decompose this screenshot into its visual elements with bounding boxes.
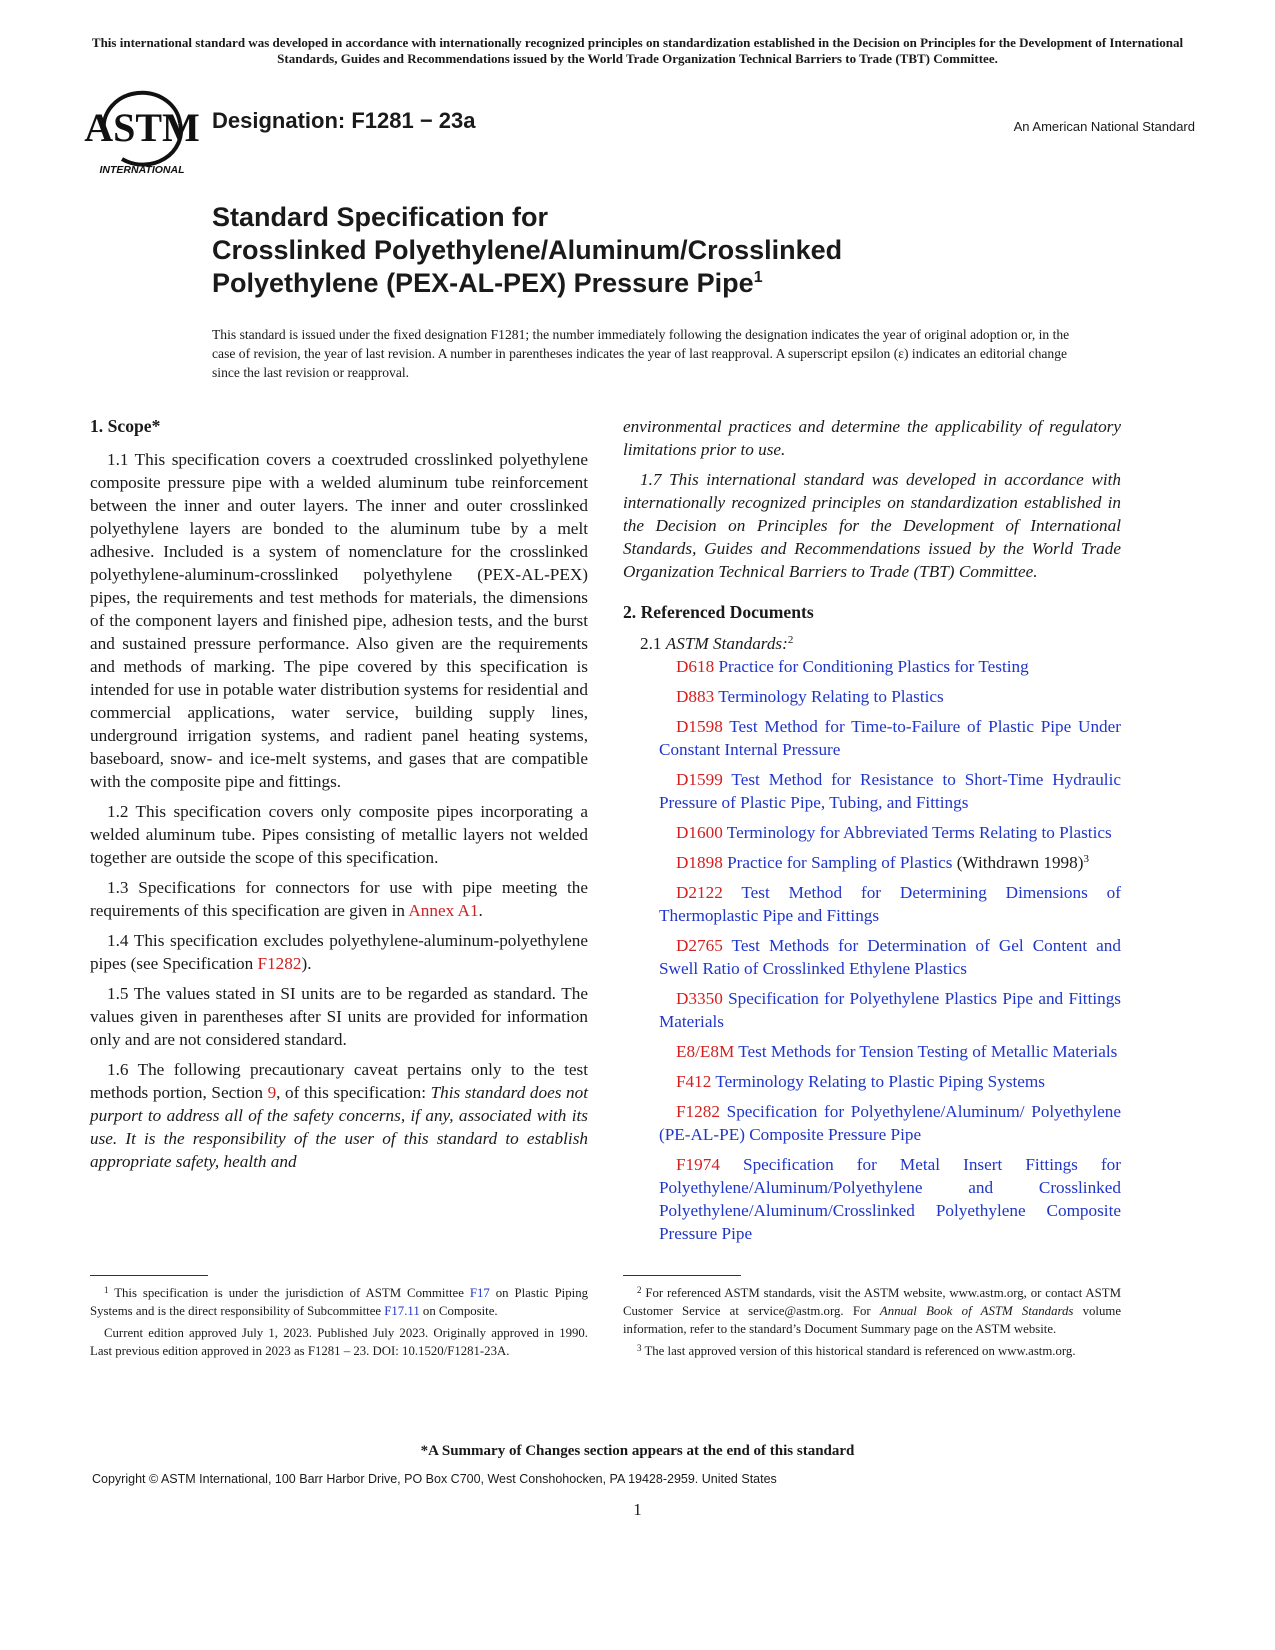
section-9-link[interactable]: 9 xyxy=(267,1083,277,1102)
reference-code-link[interactable]: D1898 xyxy=(676,853,723,872)
document-title xyxy=(212,201,1112,300)
top-notice: This international standard was developed in accordance with internationally recognized principles on standardization established in the Decision on Principles for the Development of International Standards, Guides and Recommendations issued by the World Trade Organization Technical Barriers to Trade (TBT) Committee. xyxy=(91,35,1184,66)
reference-title-link[interactable]: Terminology Relating to Plastic Piping Systems xyxy=(711,1072,1045,1091)
reference-item xyxy=(623,715,1121,761)
logo-subtext: INTERNATIONAL xyxy=(99,164,185,176)
page-number: 1 xyxy=(633,1500,642,1519)
reference-code-link[interactable]: F1282 xyxy=(676,1102,720,1121)
logo-wordmark: ASTM xyxy=(84,105,200,150)
footnotes-right xyxy=(623,1284,1121,1364)
reference-title-link[interactable]: Specification for Polyethylene Plastics Pipe and Fittings Materials xyxy=(659,989,1121,1031)
title-line-1: Standard Specification for xyxy=(212,202,549,232)
reference-list xyxy=(623,655,1121,1245)
reference-code-link[interactable]: D3350 xyxy=(676,989,723,1008)
reference-title-link[interactable]: Test Method for Resistance to Short-Time Hydraulic Pressure of Plastic Pipe, Tubing, and Fittings xyxy=(659,770,1121,812)
copyright: Copyright © ASTM International, 100 Barr Harbor Drive, PO Box C700, West Conshohocken, PA 19428-2959. United States xyxy=(92,1472,777,1486)
issued-statement: This standard is issued under the fixed designation F1281; the number immediately following the designation indicates the year of original adoption or, in the case of revision, the year of last revision. A number in parentheses indicates the year of last reapproval. A superscript epsilon (ε) indicates an editorial change since the last revision or reapproval. xyxy=(212,327,1070,380)
reference-title-link[interactable]: Test Methods for Determination of Gel Content and Swell Ratio of Crosslinked Ethylene Plastics xyxy=(659,936,1121,978)
reference-code-link[interactable]: D2765 xyxy=(676,936,723,955)
para-1-6-continued xyxy=(623,415,1121,461)
footnote-rule-right xyxy=(623,1275,741,1276)
f17-link[interactable]: F17 xyxy=(469,1286,490,1300)
reference-item xyxy=(623,987,1121,1033)
reference-code-link[interactable]: E8/E8M xyxy=(676,1042,735,1061)
right-column xyxy=(623,415,1121,1252)
national-standard-label: An American National Standard xyxy=(1013,119,1195,134)
reference-title-link[interactable]: Test Method for Time-to-Failure of Plastic Pipe Under Constant Internal Pressure xyxy=(659,717,1121,759)
reference-code-link[interactable]: D1598 xyxy=(676,717,723,736)
para-1-7: 1.7 This international standard was developed in accordance with internationally recognized principles on standardization established in the Decision on Principles for the Development of International Standards, Guides and Recommendations issued by the World Trade Organization Technical Barriers to Trade (TBT) Committee. xyxy=(623,470,1121,581)
reference-code-link[interactable]: D1599 xyxy=(676,770,723,789)
footnote-1: $^1$ This specification is under the jurisdiction of ASTM Committee F17 on Plastic Piping Systems and is the direct responsibility of Subcommittee F17.11 on Composite. xyxy=(90,1285,588,1318)
annex-a1-link[interactable]: Annex A1 xyxy=(408,901,479,920)
reference-title-link[interactable]: Terminology Relating to Plastics xyxy=(714,687,944,706)
reference-note: (Withdrawn 1998) xyxy=(952,853,1084,872)
reference-item xyxy=(623,1070,1121,1093)
reference-item xyxy=(623,1100,1121,1146)
reference-item xyxy=(623,1153,1121,1245)
para-1-3: 1.3 Specifications for connectors for use with pipe meeting the requirements of this specification are given in Annex A1. xyxy=(90,878,588,920)
reference-item xyxy=(623,768,1121,814)
reference-item xyxy=(623,821,1121,844)
f1282-link[interactable]: F1282 xyxy=(257,954,302,973)
reference-item xyxy=(623,881,1121,927)
astm-logo-icon xyxy=(84,83,200,178)
reference-code-link[interactable]: D2122 xyxy=(676,883,723,902)
para-1-6: 1.6 The following precautionary caveat pertains only to the test methods portion, Section 9, of this specification: This standard does not purport to address all of the safety concerns, if any, associated with its use. It is the responsibility of the user of this standard to establish appropriate safety, health and xyxy=(90,1060,588,1171)
reference-item xyxy=(623,934,1121,980)
para-1-1: 1.1 This specification covers a coextruded crosslinked polyethylene composite pressure pipe with a welded aluminum tube reinforcement between the inner and outer layers. The inner and outer crosslinked polyethylene layers are bonded to the aluminum tube by a melt adhesive. Included is a system of nomenclature for the crosslinked polyethylene-aluminum-crosslinked polyethylene (PEX-AL-PEX) pipes, the requirements and test methods for materials, the dimensions of the component layers and finished pipe, adhesion tests, and the burst and sustained pressure performance. Also given are the requirements and methods of marking. The pipe covered by this specification is intended for use in potable water distribution systems for residential and commercial applications, water service, building supply lines, underground irrigation systems, and radient panel heating systems, baseboard, snow- and ice-melt systems, and gases that are compatible with the composite pipe and fittings. xyxy=(90,450,588,791)
reference-item xyxy=(623,655,1121,678)
reference-title-link[interactable]: Test Methods for Tension Testing of Metallic Materials xyxy=(734,1042,1118,1061)
footnotes-left xyxy=(90,1284,588,1364)
designation: Designation: F1281 − 23a xyxy=(212,108,476,133)
astm-logo xyxy=(84,83,200,178)
f17-11-link[interactable]: F17.11 xyxy=(384,1304,420,1318)
reference-item xyxy=(623,685,1121,708)
reference-code-link[interactable]: D883 xyxy=(676,687,715,706)
reference-title-link[interactable]: Terminology for Abbreviated Terms Relating to Plastics xyxy=(722,823,1112,842)
footnote-1-edition: Current edition approved July 1, 2023. Published July 2023. Originally approved in 1990. Last previous edition approved in 2023 as F1281 – 23. DOI: 10.1520/F1281-23A. xyxy=(90,1326,588,1358)
reference-footnote-mark: 3 xyxy=(1083,853,1089,865)
astm-standards-subheading: 2.1 ASTM Standards:$^2$ xyxy=(640,634,794,653)
left-column xyxy=(90,415,588,1180)
reference-item xyxy=(623,851,1121,874)
safety-caveat: This standard does not purport to address all of the safety concerns, if any, associated with its use. It is the responsibility of the user of this standard to establish appropriate safety, health and xyxy=(90,1083,588,1171)
title-line-3: Polyethylene (PEX-AL-PEX) Pressure Pipe$^1$ xyxy=(212,268,763,298)
reference-code-link[interactable]: D618 xyxy=(676,657,715,676)
para-1-4: 1.4 This specification excludes polyethylene-aluminum-polyethylene pipes (see Specification F1282). xyxy=(90,931,588,973)
title-line-2: Crosslinked Polyethylene/Aluminum/Crosslinked xyxy=(212,235,843,265)
safety-caveat-continued: environmental practices and determine the applicability of regulatory limitations prior to use. xyxy=(623,417,1121,459)
reference-item xyxy=(623,1040,1121,1063)
reference-title-link[interactable]: Specification for Metal Insert Fittings for Polyethylene/Aluminum/Polyethylene and Crosslinked Polyethylene/Aluminum/Crosslinked Polyethylene Composite Pressure Pipe xyxy=(659,1155,1121,1243)
reference-code-link[interactable]: F1974 xyxy=(676,1155,720,1174)
footnote-rule-left xyxy=(90,1275,208,1276)
para-1-2: 1.2 This specification covers only composite pipes incorporating a welded aluminum tube. Pipes consisting of metallic layers not welded together are outside the scope of this specification. xyxy=(90,802,588,867)
reference-code-link[interactable]: D1600 xyxy=(676,823,723,842)
footnote-2: $^2$ For referenced ASTM standards, visit the ASTM website, www.astm.org, or contact ASTM Customer Service at service@astm.org. For Annual Book of ASTM Standards volume information, refer to the standard’s Document Summary page on the ASTM website. xyxy=(623,1285,1122,1336)
referenced-documents-heading: 2. Referenced Documents xyxy=(623,602,814,622)
reference-title-link[interactable]: Specification for Polyethylene/Aluminum/ Polyethylene (PE-AL-PE) Composite Pressure Pipe xyxy=(659,1102,1121,1144)
footnote-3: $^3$ The last approved version of this historical standard is referenced on www.astm.org. xyxy=(637,1343,1076,1358)
reference-title-link[interactable]: Practice for Sampling of Plastics xyxy=(722,853,953,872)
reference-title-link[interactable]: Test Method for Determining Dimensions of Thermoplastic Pipe and Fittings xyxy=(659,883,1121,925)
para-1-5: 1.5 The values stated in SI units are to be regarded as standard. The values given in parentheses after SI units are provided for information only and are not considered standard. xyxy=(90,984,588,1049)
title-footnote-mark: 1 xyxy=(753,269,763,286)
summary-of-changes-note: *A Summary of Changes section appears at the end of this standard xyxy=(420,1443,855,1459)
scope-heading: 1. Scope* xyxy=(90,416,161,436)
reference-title-link[interactable]: Practice for Conditioning Plastics for Testing xyxy=(714,657,1029,676)
reference-code-link[interactable]: F412 xyxy=(676,1072,712,1091)
